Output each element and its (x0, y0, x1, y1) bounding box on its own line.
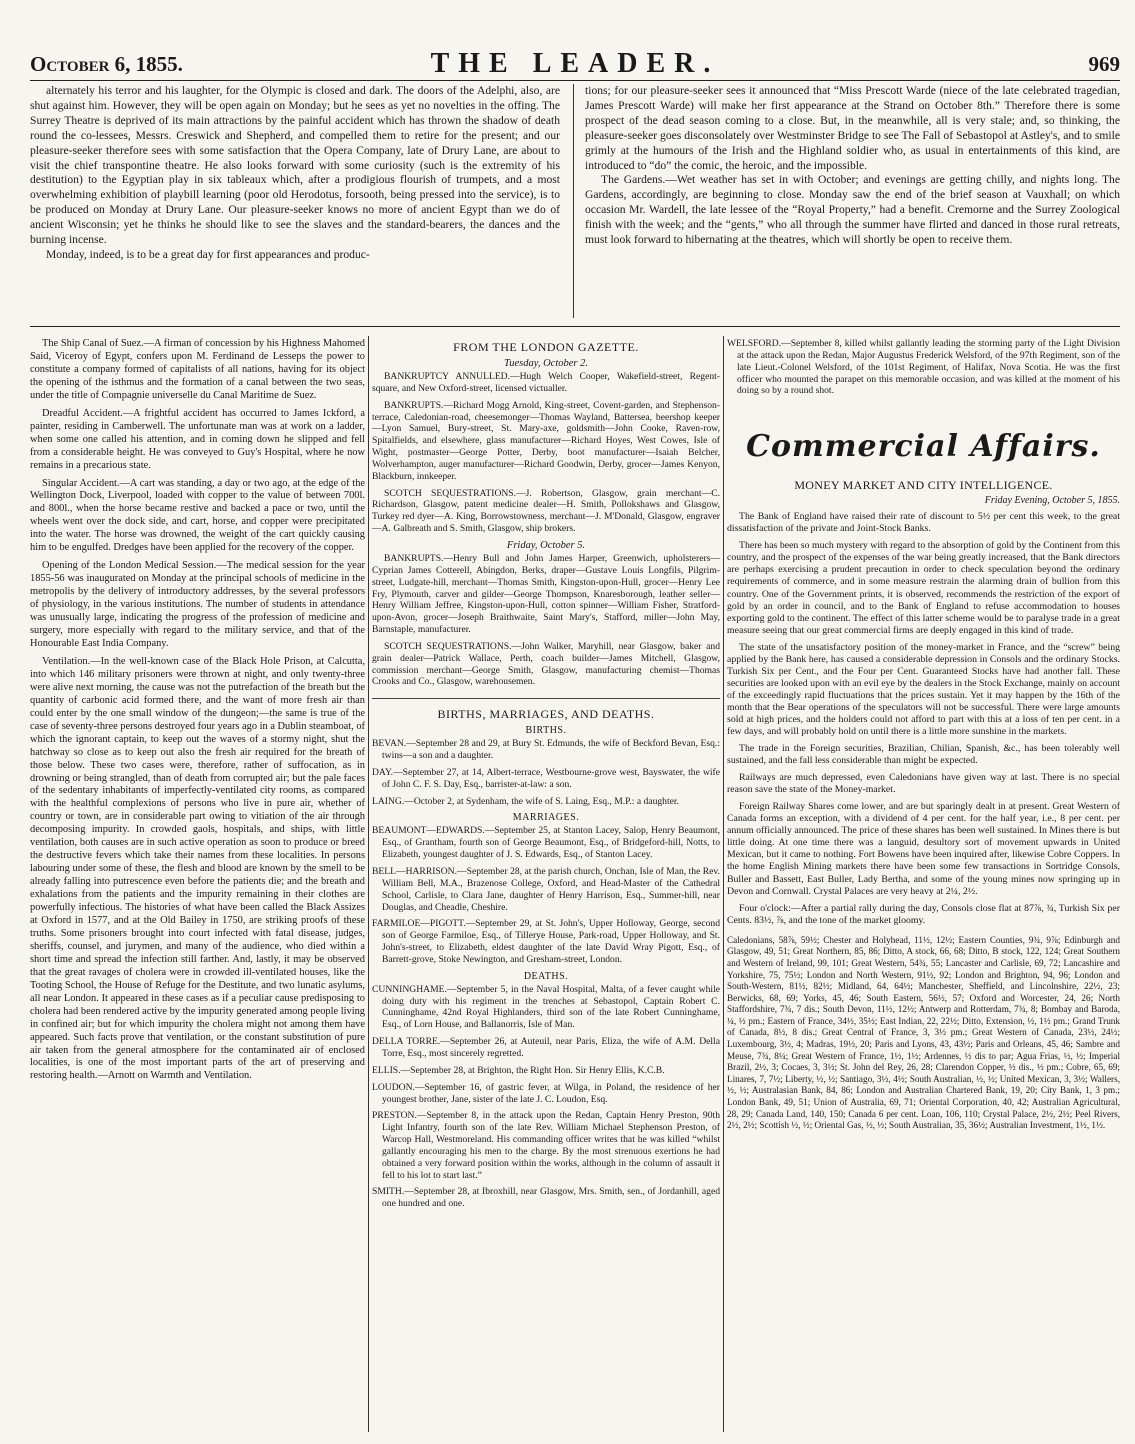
news-item: Ventilation.—In the well-known case of the Black Hole Prison, at Calcutta, into which 146 military prisoners were thrown at night, and only twenty-three were alive next morning, the cause was not the putrefaction of the breath but the quantity of carbonic acid formed there, and the want of more fresh air than could enter by the one small window of the dungeon;—the same is true of the case of seventy-three persons destroyed four years ago in a Dublin steamboat, of which the ignorant captain, to keep out the waves of a stormy night, shut the hatchway so close as to keep out also the fresh air required for the breath of those below. These two cases were, therefore, rather of suffocation, as in drowning or being strangled, than of death from corrupted air; but the pale faces of the sedentary inhabitants of imperfectly-ventilated city rooms, as compared with the healthful complexions of persons who live in pure air, whether of country or town, are in considerable part owing to vitiation of the air through decomposing impurity. In crowded gaols, hospitals, and ships, with little ventilation, both causes are in such active operation as soon to produce or breed the destructive fevers which take their names from these localities. In persons labouring under some of these, the flesh and blood are known by the smell to be already falling into putrescence even before the patients die; and the breath and exhalations from the patients and the impurity remaining in their clothes are powerfully infectious. The histories of what have been called the Black Assizes at Oxford in 1577, and at the Old Bailey in 1750, are striking proofs of these truths. Some prisoners brought into court infected with fatal disease, judges, sheriffs, counsel, and jurymen, and many of the audience, who died within a short time and spread the infection still farther. And, lastly, it may be observed that the great ravages of cholera were in crowded ill-ventilated houses, like the Tooting School, the House of Refuge for the Destitute, and two lunatic asylums, all near London. It appeared in these cases as if a peculiar cause predisposing to cholera had been rendered active by the impurity generated among people living in confined air; but for which impurity the cholera might not among them have appeared. Such facts prove that ventilation, or the constant substitution of pure air taken from the general atmosphere for the contaminated air of enclosed localities, is one of the most important parts of the art of preserving and restoring health.—Arnott on Warmth and Ventilation. (30, 655, 365, 1082)
death-notice: PRESTON.—September 8, in the attack upon the Redan, Captain Henry Preston, 90th Light Infantry, fourth son of the late Rev. William Michael Stephenson Preston, of Warcop Hall, Westmoreland. His commanding officer writes that he was killed “whilst gallantly encouraging his men to the charge. By the most strenuous exertions he had obtained a very forward position within the works, although in the column of assault it fell to his lot to start last.” (372, 1110, 720, 1181)
section-divider (372, 698, 720, 699)
top-left-column (30, 84, 560, 263)
death-notice: ELLIS.—September 28, at Brighton, the Right Hon. Sir Henry Ellis, K.C.B. (372, 1064, 665, 1076)
money-market-date: Friday Evening, October 5, 1855. (984, 495, 1120, 507)
column-divider (723, 336, 724, 1432)
gazette-entry: BANKRUPTS.—Richard Mogg Arnold, King-street, Covent-garden, and Stephenson-terrace, Caledonian-road, cheesemonger—Thomas Wayland, Battersea, beershop keeper—Lyon Samuel, Bury-street, St. Mary-axe, goldsmith—John Cooke, Raven-row, Spitalfields, and elsewhere, glass manufacturer—Richard Hoyes, West Cowes, Isle of Wight, postmaster—George Potter, Derby, boot manufacturer—Isaiah Belcher, Wolverhampton, auger manufacturer—Richard Goodwin, Derby, grocer—James Kenyon, Blackburn, innkeeper. (372, 399, 720, 482)
news-column (30, 338, 365, 1088)
top-section (30, 84, 1120, 320)
news-item: Singular Accident.—A cart was standing, a day or two ago, at the edge of the Wellington Dock, Liverpool, loaded with copper to the value of between 700l. and 800l., when the horse became restive and backed a pace or two, until the wheels went over the dock side, and cart, horse, and copper were precipitated into the water. The horse was drowned, the weight of the cart quickly causing him to be engulfed. Dredges have been applied for the recovery of the copper. (30, 477, 365, 554)
article-paragraph: Monday, indeed, is to be a great day for first appearances and produc- (46, 247, 370, 261)
marriages-heading: MARRIAGES. (512, 812, 580, 824)
section-rule (30, 326, 1120, 327)
column-divider (368, 336, 369, 1432)
news-item: Opening of the London Medical Session.—The medical session for the year 1855-56 was inaugurated on Monday at the principal schools of medicine in the metropolis by the delivery of introductory addresses, by the several professors of physiology, in the various institutions. The number of students in attendance was unusually large, indicating the progress of the profession of medicine and surgery, more especially with regard to the military service, and that of the Honourable East India Company. (30, 560, 365, 649)
death-notice: SMITH.—September 28, at Ibroxhill, near Glasgow, Mrs. Smith, sen., of Jordanhill, aged one hundred and one. (372, 1186, 720, 1210)
death-notice: DELLA TORRE.—September 26, at Auteuil, near Paris, Eliza, the wife of A.M. Della Torre, Esq., most sincerely regretted. (372, 1036, 720, 1059)
marriage-notice: BEAUMONT—EDWARDS.—September 25, at Stanton Lacey, Salop, Henry Beaumont, Esq., of Grantham, fourth son of George Beaumont, Esq., of Bridgeford-hill, Notts, to Elizabeth, youngest daughter of J. S. Edwards, Esq., of Stanton Lacey. (372, 825, 720, 861)
market-paragraph: There has been so much mystery with regard to the absorption of gold by the Continent from this country, and the prospect of the expenses of the war being greatly increased, that the Bank directors are perhaps exercising a prudent precaution in order to check speculation beyond the ordinary requirements of commerce, and in some measure restrain the alarming drain of bullion from this country. One of the Government prints, it is observed, recommends the restriction of the export of gold by an order in council, and to the Bank of England to refuse accommodation to houses exporting gold to the continent. The effect of this latter scheme would be to paralyse trade in a great measure seeing that our great commercial firms are deeply engaged in this kind of trade. (727, 540, 1120, 636)
article-paragraph: tions; for our pleasure-seeker sees it announced that “Miss Prescott Warde (niece of the late celebrated tragedian, James Prescott Warde) will make her first appearance at the Strand on October 8th.” Therefore there is some prospect of the dead season coming to a close. But, in the meanwhile, all is very stale; and, so thinking, the pleasure-seeker goes disconsolately over Westminster Bridge to see The Fall of Sebastopol at Astley's, and to smile grimly at the humours of the Irish and the Highland soldier who, as usual in entertainments of this kind, are introduced to “do” the comic, the heroic, and the impossible. (585, 84, 1120, 172)
death-notice: CUNNINGHAME.—September 5, in the Naval Hospital, Malta, of a fever caught while doing duty with his regiment in the trenches at Sebastopol, Captain Robert C. Cunninghame, 42nd Royal Highlanders, third son of the late Robert Cunninghame, Esq., of Lorn House, and Ballanorris, Isle of Man. (372, 983, 720, 1031)
top-right-column (585, 84, 1120, 248)
article-paragraph: alternately his terror and his laughter, for the Olympic is closed and dark. The doors of the Adelphi, also, are shut against him. However, they will be open again on Monday; but he sees as yet no novelties in the offing. The Surrey Theatre is deprived of its main attractions by the painful accident which has thrown the shadow of death round the co-lessees, Messrs. Creswick and Shepherd, and compelled them to retire for the present; and our pleasure-seeker therefore sees with some satisfaction that the Opera Company, late of Drury Lane, are about to visit the chief transpontine theatre. He also looks forward with some curiosity (such is the extremity of his destitution) to the Egyptian play in six tableaux which, after a prodigious flourish of trumpets, and a most overwhelming exhibition of playbill learning (poor old Herodotus, forsooth, being pressed into the service), is to be produced on Monday at Drury Lane. Our pleasure-seeker knows no more of ancient Egypt than we do of ancient Wisconsin; yet he thinks he should like to see the slaves and the standard-bearers, the dances and the burning incense. (30, 84, 560, 247)
gazette-entry: SCOTCH SEQUESTRATIONS.—John Walker, Maryhill, near Glasgow, baker and grain dealer—Patrick Wallace, Perth, coach builder—James Mitchell, Glasgow, commission merchant—George Smith, Glasgow, manufacturing chemist—Thomas Crooks and Co., Glasgow, warehousemen. (372, 640, 720, 688)
gazette-entry: BANKRUPTS.—Henry Bull and John James Harper, Greenwich, upholsterers—Cyprian James Cotterell, Abingdon, Berks, draper—Gustave Louis Longfils, Pilgrim-street, Ludgate-hill, merchant—Thomas Smith, Kingston-upon-Hull, grocer—Henry Lee Fry, Plymouth, carver and gilder—George Thompson, Knaresborough, leather seller—Henry William Jeffree, Kingston-upon-Hull, cotton spinner—William Fisher, Stratford-upon-Avon, grocer—Joseph Braithwaite, Saint Mary's, Stafford, miller—John May, Barnstaple, manufacturer. (372, 552, 720, 636)
deaths-heading: DEATHS. (523, 970, 569, 982)
masthead-title: THE LEADER. (430, 48, 720, 79)
market-paragraph: Four o'clock:—After a partial rally during the day, Consols close flat at 87⅞, ¾, Turkish Six per Cents. 83½, ⅞, and the tone of the market gloomy. (727, 902, 1120, 926)
market-paragraph: Foreign Railway Shares come lower, and are but sparingly dealt in at present. Great Western of Canada forms an exception, with a dividend of 4 per cent. for the half year, i.e., 8 per cent. per annum officially announced. The price of these shares has been well sustained. In Mines there is but little doing. At one time there was a languid, desultory sort of movement upwards in United Mexican, but it came to nothing. Fort Bowens have been inquired after, likewise Cobre Coppers. In the home English Mining markets there have been some few transactions in Sortridge Consols, Buller and Bassett, East Buller, Lady Bertha, and some of the young mines now springing up in Devon and Cornwall. Crystal Palaces are very heavy at 2¼, 2½. (727, 801, 1120, 897)
birth-notice: DAY.—September 27, at 14, Albert-terrace, Westbourne-grove west, Bayswater, the wife of John C. F. S. Day, Esq., barrister-at-law: a son. (372, 766, 720, 790)
gazette-entry: SCOTCH SEQUESTRATIONS.—J. Robertson, Glasgow, grain merchant—C. Richardson, Glasgow, patent medicine dealer—H. Smith, Pollokshaws and Glasgow, Turkey red dyer—A. King, Borrowstowness, merchant—J. M'Donald, Glasgow, engraver—A. Galbreath and S. Smith, Glasgow, ship brokers. (372, 487, 720, 535)
news-item: The Ship Canal of Suez.—A firman of concession by his Highness Mahomed Said, Viceroy of Egypt, confers upon M. Ferdinand de Lesseps the power to constitute a company formed of capitalists of all nations, having for its object the opening of the isthmus and the formation of a canal between the two seas, under the title of Compagnie universelle du Canal Maritime de Suez. (30, 338, 365, 401)
money-market-title: MONEY MARKET AND CITY INTELLIGENCE. (794, 478, 1053, 493)
death-notice: WELSFORD.—September 8, killed whilst gallantly leading the storming party of the Light Division at the attack upon the Redan, Major Augustus Frederick Welsford, of the 97th Regiment, son of the late Lieut.-Colonel Welsford, of the 101st Regiment, of Halifax, Nova Scotia. He was the first officer who mounted the parapet on this memorable occasion, and was killed at the moment of his doing so by a round shot. (727, 338, 1120, 397)
stock-prices-list: Caledonians, 58⅞, 59½; Chester and Holyhead, 11½, 12½; Eastern Counties, 9¾, 9⅞; Edinburgh and Glasgow, 49, 51; Great Northern, 85, 86; Ditto, A stock, 66, 68; Ditto, B stock, 122, 124; Great Southern and Western of Ireland, 99, 101; Great Western, 54¾, 55; Lancaster and Carlisle, 69, 72; Lancashire and Yorkshire, 75, 75½; London and North Western, 91½, 92; London and Brighton, 94, 96; London and South-Western, 81½, 82½; Midland, 64, 64½; Manchester, Sheffield, and Lincolnshire, 22½, 23; Berwicks, 68, 69; Yorks, 45, 46; South Eastern, 56½, 57; Oxford and Worcester, 24, 26; North Staffordshire, 7¾, 7 dis.; South Devon, 11½, 12½; Antwerp and Rotterdam, 7¾, 8; Bombay and Baroda, ¼, ½ pm.; Eastern of France, 34½, 35½; East Indian, 22, 22½; Ditto, Extension, ½, 1½ pm.; Grand Trunk of Canada, 8½, 8 dis.; Great Central of France, 3, 3½ pm.; Great Western of Canada, 23½, 24½; Luxembourg, 3½, 4; Madras, 19½, 20; Paris and Lyons, 43, 43½; Paris and Orleans, 45, 46; Sambre and Meuse, 7¾, 8¼; Great Western of France, 1½, 1½; Ardennes, ½ dis to par; Agua Frias, ½, ½; Imperial Brazil, 2½, 3; Cocaes, 3, 3½; St. John del Rey, 26, 28; Clarendon Copper, ½ dis., ½ pm.; Cobre, 65, 69; Linares, 7, 7½; Liberty, ½, ½; Santiago, 3½, 4½; South Australian, ½, ½; United Mexican, 3, 3½; Wallers, ½, ½; Australasian Bank, 84, 86; London and Australian Chartered Bank, 19, 20; City Bank, 1, 3 pm.; London Bank, 49, 51; Union of Australia, 69, 71; Oriental Corporation, 40, 42; Australian Agricultural, 28, 29; Canada Land, 140, 150; Canada 6 per cent. Loan, 106, 110; Crystal Palace, 2½, 2½; Peel Rivers, 2½, 2½; Scottish ½, ½; Oriental Gas, ½, ½; South Australian, 35, 36½; Australian Investment, 1½, 1½. (727, 934, 1120, 1131)
gazette-column (372, 338, 720, 1215)
article-paragraph: The Gardens.—Wet weather has set in with October; and evenings are getting chilly, and nights long. The Gardens, accordingly, are beginning to close. Monday saw the end of the brief season at Vauxhall; on which occasion Mr. Wardell, the late lessee of the “Royal Property,” had a benefit. Cremorne and the Surrey Zoological finish with the week; and the “gents,” who all through the summer have flirted and danced in those rural retreats, must look forward to hibernating at the theatres, which will shortly be open to receive them. (585, 173, 1120, 247)
marriage-notice: FARMILOE—PIGOTT.—September 29, at St. John's, Upper Holloway, George, second son of George Farmiloe, Esq., of Tillerye House, Park-road, Upper Holloway, and St. John's-street, to Elizabeth, eldest daughter of the late David Wray Pigott, Esq., of Barrett-grove, Stoke Newington, and Gresham-street, London. (372, 918, 720, 965)
bmd-title: BIRTHS, MARRIAGES, AND DEATHS. (437, 707, 655, 722)
commercial-affairs-heading: Commercial Affairs. (746, 429, 1101, 465)
marriage-notice: BELL—HARRISON.—September 28, at the parish church, Onchan, Isle of Man, the Rev. William Bell, M.A., Brazenose College, Oxford, and Head-Master of the Cathedral School, Carlisle, to Clara Jane, daughter of Henry Harrison, Esq., Summer-hill, near Douglas, and Cheadle, Cheshire. (372, 866, 720, 913)
market-paragraph: Railways are much depressed, even Caledonians have given way at last. There is no special reason save the state of the Money-market. (727, 772, 1120, 796)
gazette-entry: BANKRUPTCY ANNULLED.—Hugh Welch Cooper, Wakefield-street, Regent-square, and New Oxford-street, licensed victualler. (372, 371, 720, 394)
column-divider (573, 84, 574, 318)
gazette-date: Friday, October 5. (506, 539, 586, 551)
birth-notice: BEVAN.—September 28 and 29, at Bury St. Edmunds, the wife of Beckford Bevan, Esq.: twins—a son and a daughter. (372, 738, 720, 762)
gazette-date: Tuesday, October 2. (504, 358, 588, 369)
header-rule (30, 80, 1120, 81)
birth-notice: LAING.—October 2, at Sydenham, the wife of S. Laing, Esq., M.P.: a daughter. (372, 795, 679, 807)
page-number: 969 (1088, 52, 1120, 76)
market-paragraph: The trade in the Foreign securities, Brazilian, Chilian, Spanish, &c., has been tolerably well sustained, and the fall less considerable than might be expected. (727, 743, 1120, 767)
page-header (30, 46, 1120, 79)
market-paragraph: The state of the unsatisfactory position of the money-market in France, and the “screw” being applied by the Bank here, has caused a considerable depression in Consols and the ordinary Stocks. Turkish Six per Cent., and the Four per Cent. Guaranteed Stocks have had another fall. These securities are looked upon with an evil eye by the dealers in the Stock Exchange, mainly on account of the exceedingly rapid fluctuations that the prices sustain. Yet it may happen by the 16th of the month that the Bear operations of the speculators will not be successful. There were large amounts sold at high prices, and the holders could not afford to part with this at a loss of ten per cent. in a few days, and will probably hold on until there is a little more sunshine in the markets. (727, 641, 1120, 738)
death-notice: LOUDON.—September 16, of gastric fever, at Wilga, in Poland, the residence of her youngest brother, Jane, sister of the late J. C. Loudon, Esq. (372, 1081, 720, 1105)
gazette-title: FROM THE LONDON GAZETTE. (453, 340, 639, 354)
births-heading: BIRTHS. (525, 725, 567, 737)
issue-date: October 6, 1855. (30, 52, 183, 76)
commercial-column (727, 338, 1120, 1137)
market-paragraph: The Bank of England have raised their rate of discount to 5½ per cent this week, to the great dissatisfaction of the private and Joint-Stock Banks. (727, 511, 1120, 535)
news-item: Dreadful Accident.—A frightful accident has occurred to James Ickford, a painter, residing in Camberwell. The unfortunate man was at work on a ladder, when some one called his attention, and in coming down he slipped and fell from a considerable height. He was conveyed to Guy's Hospital, where he now remains in a precarious state. (30, 407, 365, 471)
